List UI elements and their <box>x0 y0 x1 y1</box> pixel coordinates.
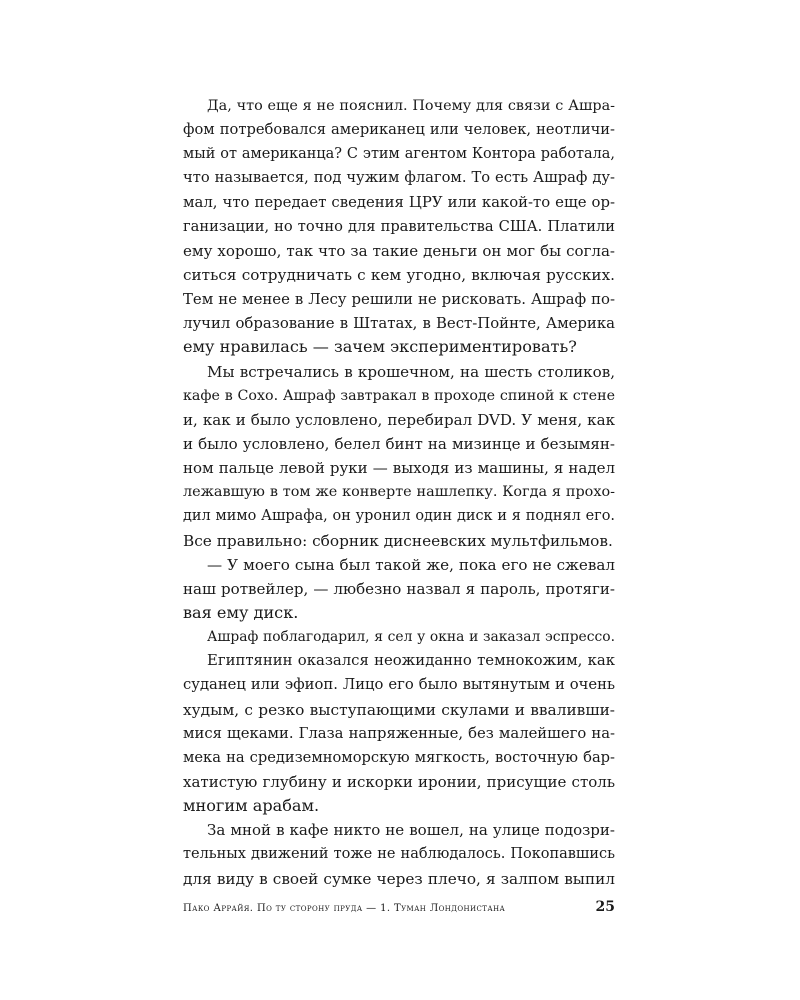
text-line: фом потребовался американец или человек, неотличи- <box>183 121 615 139</box>
text-line: — У моего сына был такой же, пока его не сжевал <box>207 555 615 574</box>
text-line: худым, с резко выступающими скулами и вваливши- <box>183 700 615 719</box>
text-line: За мной в кафе никто не вошел, на улице подозри- <box>207 821 615 840</box>
text-line: мися щеками. Глаза напряженные, без малейшего на- <box>183 724 615 742</box>
page-number: 25 <box>595 899 615 915</box>
text-line: лежавшую в том же конверте нашлепку. Когда я прохо- <box>183 484 615 501</box>
body-text <box>183 94 615 891</box>
text-line: Да, что еще я не пояснил. Почему для связи с Ашра- <box>207 98 615 114</box>
text-line: мал, что передает сведения ЦРУ или какой-то еще ор- <box>183 193 615 211</box>
text-line: ему нравилась — зачем экспериментировать? <box>183 337 577 357</box>
text-line: тельных движений тоже не наблюдалось. Покопавшись <box>183 846 615 863</box>
text-line: вая ему диск. <box>183 602 299 622</box>
text-line: лучил образование в Штатах, в Вест-Пойнте, Америка <box>183 314 615 333</box>
text-line: что называется, под чужим флагом. То есть Ашраф ду- <box>183 169 615 187</box>
text-line: и было условлено, белел бинт на мизинце и безымян- <box>183 434 615 453</box>
text-line: кафе в Сохо. Ашраф завтракал в проходе спиной к стене <box>183 387 615 404</box>
running-footer <box>183 898 615 918</box>
text-line: ганизации, но точно для правительства США. Платили <box>183 217 615 235</box>
text-line: ему хорошо, так что за такие деньги он мог бы согла- <box>183 241 615 260</box>
text-line: Ашраф поблагодарил, я сел у окна и заказал эспрессо. <box>207 629 615 646</box>
text-line: хатистую глубину и искорки иронии, присущие столь <box>183 772 615 791</box>
text-line: мый от американца? С этим агентом Контора работала, <box>183 146 615 163</box>
text-line: Все правильно: сборник диснеевских мультфильмов. <box>183 531 613 550</box>
text-line: дил мимо Ашрафа, он уронил один диск и я поднял его. <box>183 508 615 525</box>
text-line: ситься сотрудничать с кем угодно, включая русских. <box>183 265 615 284</box>
text-line: ном пальце левой руки — выходя из машины, я надел <box>183 459 615 478</box>
running-title: Пако Аррайя. По ту сторону пруда — 1. Туман Лондонистана <box>183 903 506 914</box>
text-line: Тем не менее в Лесу решили не рисковать. Ашраф по- <box>183 290 615 309</box>
text-line: суданец или эфиоп. Лицо его было вытянутым и очень <box>183 676 615 694</box>
text-line: для виду в своей сумке через плечо, я залпом выпил <box>183 869 615 888</box>
text-line: наш ротвейлер, — любезно назвал я пароль, протяги- <box>183 579 615 598</box>
text-line: многим арабам. <box>183 796 320 816</box>
text-line: и, как и было условлено, перебирал DVD. У меня, как <box>183 410 615 429</box>
text-line: Мы встречались в крошечном, на шесть столиков, <box>207 362 615 381</box>
text-line: Египтянин оказался неожиданно темнокожим, как <box>207 652 615 670</box>
text-line: мека на средиземноморскую мягкость, восточную бар- <box>183 748 615 766</box>
